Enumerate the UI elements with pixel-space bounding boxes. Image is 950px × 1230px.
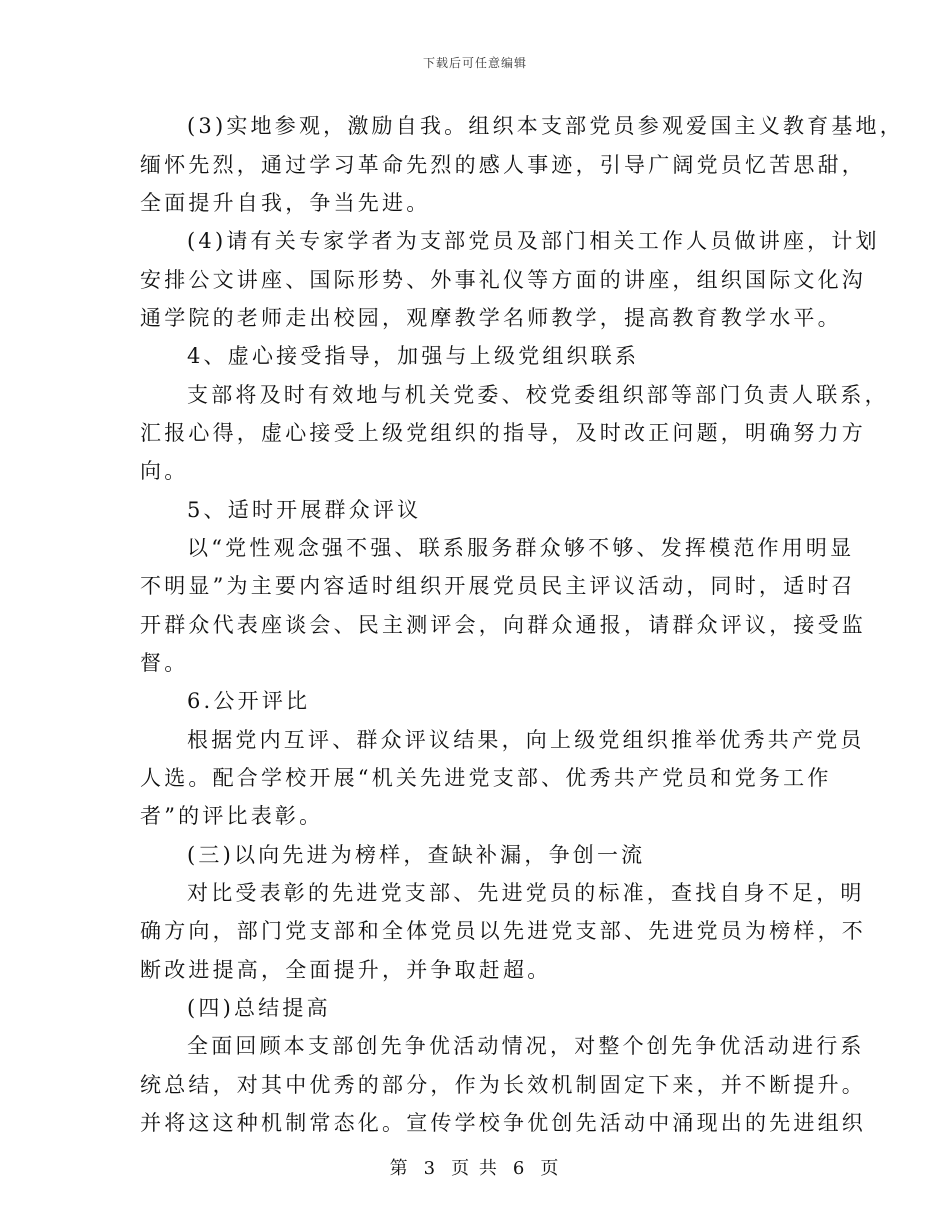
paragraph-line: 通学院的老师走出校园，观摩教学名师教学，提高教育教学水平。 (140, 306, 842, 330)
footer-middle: 页 共 (451, 1158, 499, 1179)
paragraph-line: 断改进提高，全面提升，并争取赶超。 (140, 958, 552, 982)
page-header: 下载后可任意编辑 (422, 56, 527, 70)
footer-page-number: 3 (423, 1158, 438, 1179)
paragraph-line: 全面回顾本支部创先争优活动情况，对整个创先争优活动进行系 (187, 1034, 865, 1058)
paragraph-line: 督。 (140, 651, 189, 675)
paragraph-line: 根据党内互评、群众评议结果，向上级党组织推举优秀共产党员 (187, 728, 865, 752)
paragraph-line: 全面提升自我，争当先进。 (140, 191, 431, 215)
paragraph-line: 汇报心得，虚心接受上级党组织的指导，及时改正问题，明确努力方 (140, 421, 866, 445)
page-footer (0, 1154, 950, 1180)
section-heading: 6.公开评比 (187, 689, 311, 713)
paragraph-line: 缅怀先烈，通过学习革命先烈的感人事迹，引导广阔党员忆苦思甜， (140, 153, 866, 177)
paragraph-line: 对比受表彰的先进党支部、先进党员的标准，查找自身不足，明 (187, 881, 865, 905)
footer-prefix: 第 (389, 1158, 410, 1179)
paragraph-line: (3)实地参观，激励自我。组织本支部党员参观爱国主义教育基地， (187, 114, 904, 138)
section-heading: 4、虚心接受指导，加强与上级党组织联系 (187, 344, 640, 368)
paragraph-line: 不明显”为主要内容适时组织开展党员民主评议活动，同时，适时召 (140, 574, 856, 598)
section-heading: (四)总结提高 (187, 996, 331, 1020)
section-heading: 5、适时开展群众评议 (187, 498, 422, 522)
paragraph-line: 人选。配合学校开展“机关先进党支部、优秀共产党员和党务工作 (140, 766, 832, 790)
section-heading: (三)以向先进为榜样，查缺补漏，争创一流 (187, 843, 646, 867)
paragraph-line: (4)请有关专家学者为支部党员及部门相关工作人员做讲座，计划 (187, 229, 880, 253)
paragraph-line: 统总结，对其中优秀的部分，作为长效机制固定下来，并不断提升。 (140, 1073, 866, 1097)
paragraph-line: 开群众代表座谈会、民主测评会，向群众通报，请群众评议，接受监 (140, 613, 866, 637)
paragraph-line: 安排公文讲座、国际形势、外事礼仪等方面的讲座，组织国际文化沟 (140, 268, 866, 292)
paragraph-line: 向。 (140, 459, 189, 483)
footer-suffix: 页 (540, 1158, 561, 1179)
paragraph-line: 以“党性观念强不强、联系服务群众够不够、发挥模范作用明显 (187, 536, 855, 560)
paragraph-line: 者”的评比表彰。 (140, 804, 324, 828)
paragraph-line: 并将这这种机制常态化。宣传学校争优创先活动中涌现出的先进组织 (140, 1111, 866, 1135)
paragraph-line: 确方向，部门党支部和全体党员以先进党支部、先进党员为榜样，不 (140, 919, 866, 943)
paragraph-line: 支部将及时有效地与机关党委、校党委组织部等部门负责人联系， (187, 383, 889, 407)
footer-total-pages: 6 (512, 1158, 527, 1179)
